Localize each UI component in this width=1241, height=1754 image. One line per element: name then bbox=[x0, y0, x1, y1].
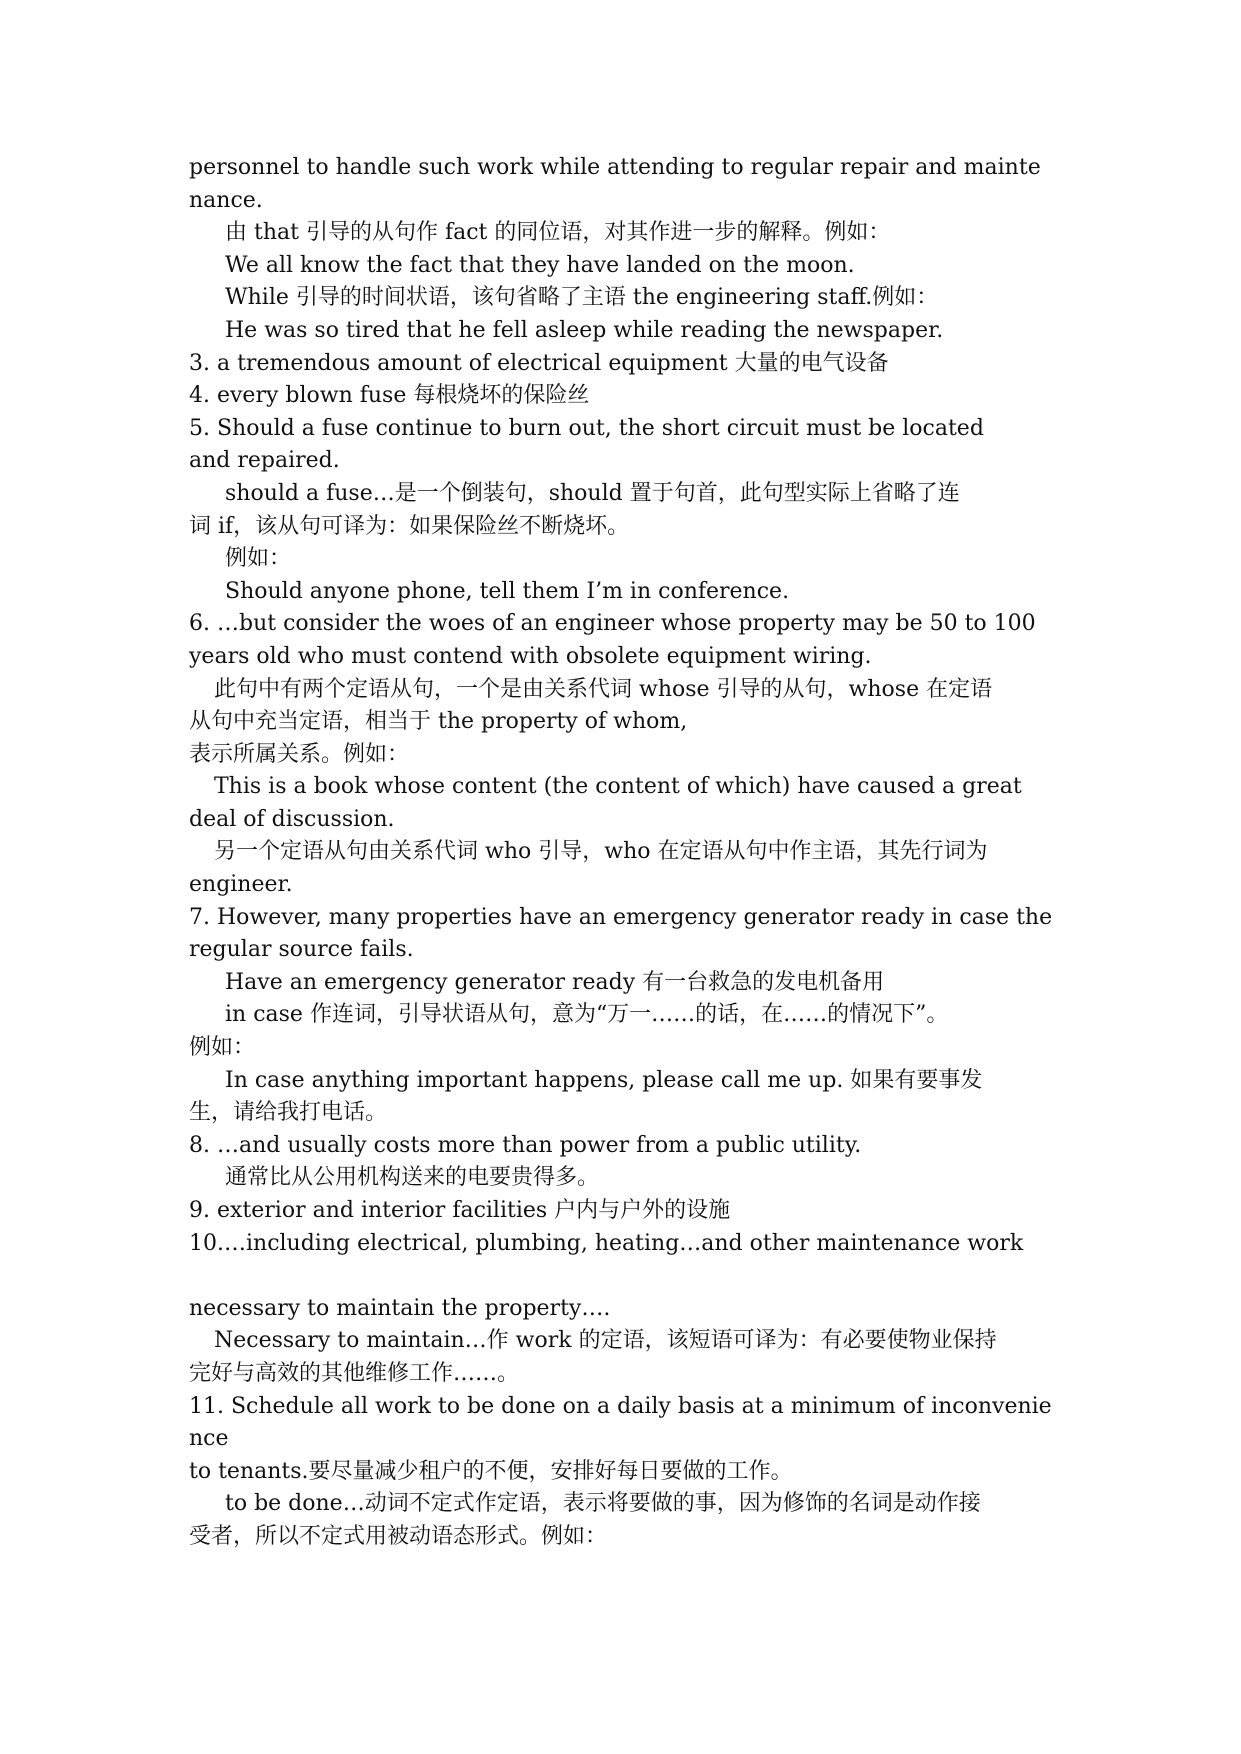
text-line: 受者，所以不定式用被动语态形式。例如： bbox=[189, 1523, 608, 1549]
example-sentence: Should anyone phone, tell them I’m in conference. bbox=[225, 578, 790, 604]
text-line: should a fuse…是一个倒装句，should 置于句首，此句型实际上省略了连 bbox=[225, 480, 960, 506]
text-line: While 引导的时间状语，该句省略了主语 the engineering staff.例如： bbox=[225, 285, 939, 311]
text-line: 表示所属关系。例如： bbox=[189, 741, 410, 767]
text-line: 通常比从公用机构送来的电要贵得多。 bbox=[225, 1165, 600, 1191]
note-item-3: 3. a tremendous amount of electrical equipment 大量的电气设备 bbox=[189, 350, 889, 376]
text-line: regular source fails. bbox=[189, 937, 414, 963]
note-item-10: 10.…including electrical, plumbing, heating…and other maintenance work bbox=[189, 1230, 1024, 1256]
example-sentence: This is a book whose content (the content of which) have caused a great bbox=[214, 774, 1022, 800]
note-item-5: 5. Should a fuse continue to burn out, the short circuit must be located bbox=[189, 415, 984, 441]
text-line: 由 that 引导的从句作 fact 的同位语，对其作进一步的解释。例如： bbox=[225, 220, 891, 246]
text-line: in case 作连词，引导状语从句，意为“万一……的话，在……的情况下”。 bbox=[225, 1002, 949, 1028]
text-line: Necessary to maintain…作 work 的定语，该短语可译为：有必要使物业保持 bbox=[214, 1328, 997, 1354]
note-item-8: 8. …and usually costs more than power from a public utility. bbox=[189, 1132, 862, 1158]
text-line: nance. bbox=[189, 187, 263, 213]
text-line: 生，请给我打电话。 bbox=[189, 1100, 388, 1126]
text-line: 从句中充当定语，相当于 the property of whom, bbox=[189, 709, 688, 735]
text-line: years old who must contend with obsolete equipment wiring. bbox=[189, 643, 872, 669]
text-line: 例如： bbox=[225, 546, 292, 572]
note-item-11: 11. Schedule all work to be done on a daily basis at a minimum of inconvenie bbox=[189, 1393, 1052, 1419]
note-item-7: 7. However, many properties have an emergency generator ready in case the bbox=[189, 904, 1053, 930]
note-item-6: 6. …but consider the woes of an engineer whose property may be 50 to 100 bbox=[189, 611, 1036, 637]
example-sentence: He was so tired that he fell asleep while reading the newspaper. bbox=[225, 317, 944, 343]
text-line: 例如： bbox=[189, 1035, 256, 1061]
text-line: nce bbox=[189, 1426, 229, 1452]
text-line: to be done…动词不定式作定语，表示将要做的事，因为修饰的名词是动作接 bbox=[225, 1491, 981, 1517]
text-line: Have an emergency generator ready 有一台救急的发电机备用 bbox=[225, 969, 885, 995]
text-line: necessary to maintain the property…. bbox=[189, 1295, 611, 1321]
text-line: to tenants.要尽量减少租户的不便，安排好每日要做的工作。 bbox=[189, 1458, 793, 1484]
note-item-4: 4. every blown fuse 每根烧坏的保险丝 bbox=[189, 383, 590, 409]
text-line: 完好与高效的其他维修工作……。 bbox=[189, 1360, 520, 1386]
blank-line bbox=[189, 1260, 1069, 1293]
text-line: 词 if，该从句可译为：如果保险丝不断烧坏。 bbox=[189, 513, 630, 539]
text-line: deal of discussion. bbox=[189, 806, 395, 832]
text-line: personnel to handle such work while attending to regular repair and mainte bbox=[189, 155, 1041, 180]
text-line: 此句中有两个定语从句，一个是由关系代词 whose 引导的从句，whose 在定语 bbox=[214, 676, 993, 702]
example-sentence: In case anything important happens, please call me up. 如果有要事发 bbox=[225, 1067, 983, 1093]
text-line: and repaired. bbox=[189, 448, 340, 474]
document-page bbox=[189, 152, 1069, 1554]
note-item-9: 9. exterior and interior facilities 户内与户外的设施 bbox=[189, 1198, 731, 1223]
text-line: engineer. bbox=[189, 872, 293, 898]
text-line: 另一个定语从句由关系代词 who 引导，who 在定语从句中作主语，其先行词为 bbox=[214, 839, 988, 865]
example-sentence: We all know the fact that they have landed on the moon. bbox=[225, 252, 855, 278]
